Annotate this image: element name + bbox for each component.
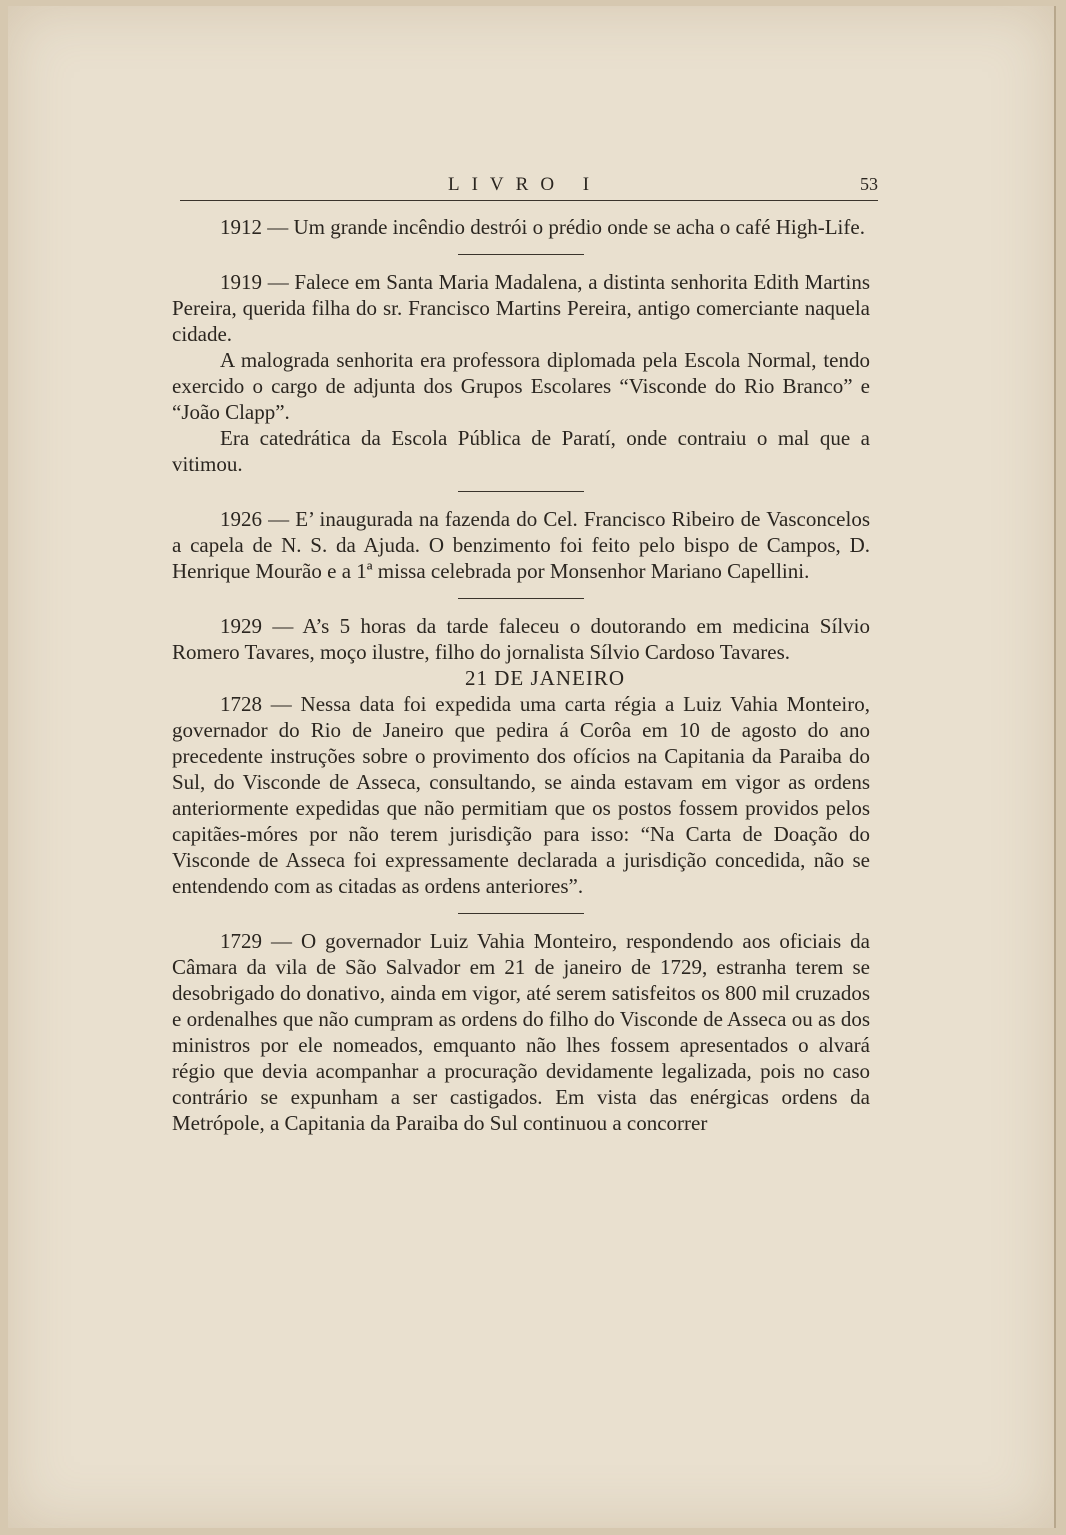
separator-rule bbox=[458, 491, 584, 492]
entry-1919: 1919 — Falece em Santa Maria Madalena, a distinta senhorita Edith Martins Pereira, querida filha do sr. Francisco Martins Pereira, antigo comerciante naquela cidade. bbox=[172, 270, 870, 346]
page-number: 53 bbox=[860, 174, 878, 194]
entry-1929: 1929 — A’s 5 horas da tarde faleceu o doutorando em medicina Sílvio Romero Tavares, moço ilustre, filho do jornalista Sílvio Cardoso Tavares. bbox=[172, 614, 870, 664]
separator-rule bbox=[458, 598, 584, 599]
day-heading: 21 DE JANEIRO bbox=[465, 666, 625, 690]
separator-rule bbox=[458, 254, 584, 255]
entry-1919-continued: A malograda senhorita era professora diplomada pela Escola Normal, tendo exercido o cargo de adjunta dos Grupos Escolares “Visconde do Rio Branco” e “João Clapp”. bbox=[172, 348, 870, 424]
entry-1729: 1729 — O governador Luiz Vahia Monteiro, respondendo aos oficiais da Câmara da vila de São Salvador em 21 de janeiro de 1729, estranha terem se desobrigado do donativo, ainda em vigor, até serem satisfeitos os 800 mil cruzados e ordenalhes que não cumpram as ordens do filho do Visconde de Asseca ou as dos ministros por ele nomeados, emquanto não lhes fossem apresentados o alvará régio que devia acompanhar a procuração devidamente legalizada, pois no caso contrário se expunham a ser castigados. Em vista das enérgicas ordens da Metrópole, a Capitania da Paraiba do Sul continuou a concorrer bbox=[172, 929, 870, 1135]
entry-1912: 1912 — Um grande incêndio destrói o prédio onde se acha o café High-Life. bbox=[220, 215, 865, 239]
entry-1728: 1728 — Nessa data foi expedida uma carta régia a Luiz Vahia Monteiro, governador do Rio de Janeiro que pedira á Corôa em 10 de agosto do ano precedente instruções sobre o provimento dos ofícios na Capitania da Paraiba do Sul, do Visconde de Asseca, consultando, se ainda estavam em vigor as ordens anteriormente expedidas que não permitiam que os postos fossem providos pelos capitães-móres por não terem jurisdição para isso: “Na Carta de Doação do Visconde de Asseca foi expressamente declarada a jurisdição concedida, não se entendendo com as citadas as ordens anteriores”. bbox=[172, 692, 870, 898]
page-header bbox=[180, 170, 878, 201]
page-body bbox=[172, 214, 870, 1136]
running-title: LIVRO I bbox=[448, 174, 602, 195]
entry-1926: 1926 — E’ inaugurada na fazenda do Cel. Francisco Ribeiro de Vasconcelos a capela de N. S. da Ajuda. O benzimento foi feito pelo bispo de Campos, D. Henrique Mourão e a 1ª missa celebrada por Monsenhor Mariano Capellini. bbox=[172, 507, 870, 583]
entry-1919-continued: Era catedrática da Escola Pública de Paratí, onde contraiu o mal que a vitimou. bbox=[172, 426, 870, 476]
separator-rule bbox=[458, 913, 584, 914]
